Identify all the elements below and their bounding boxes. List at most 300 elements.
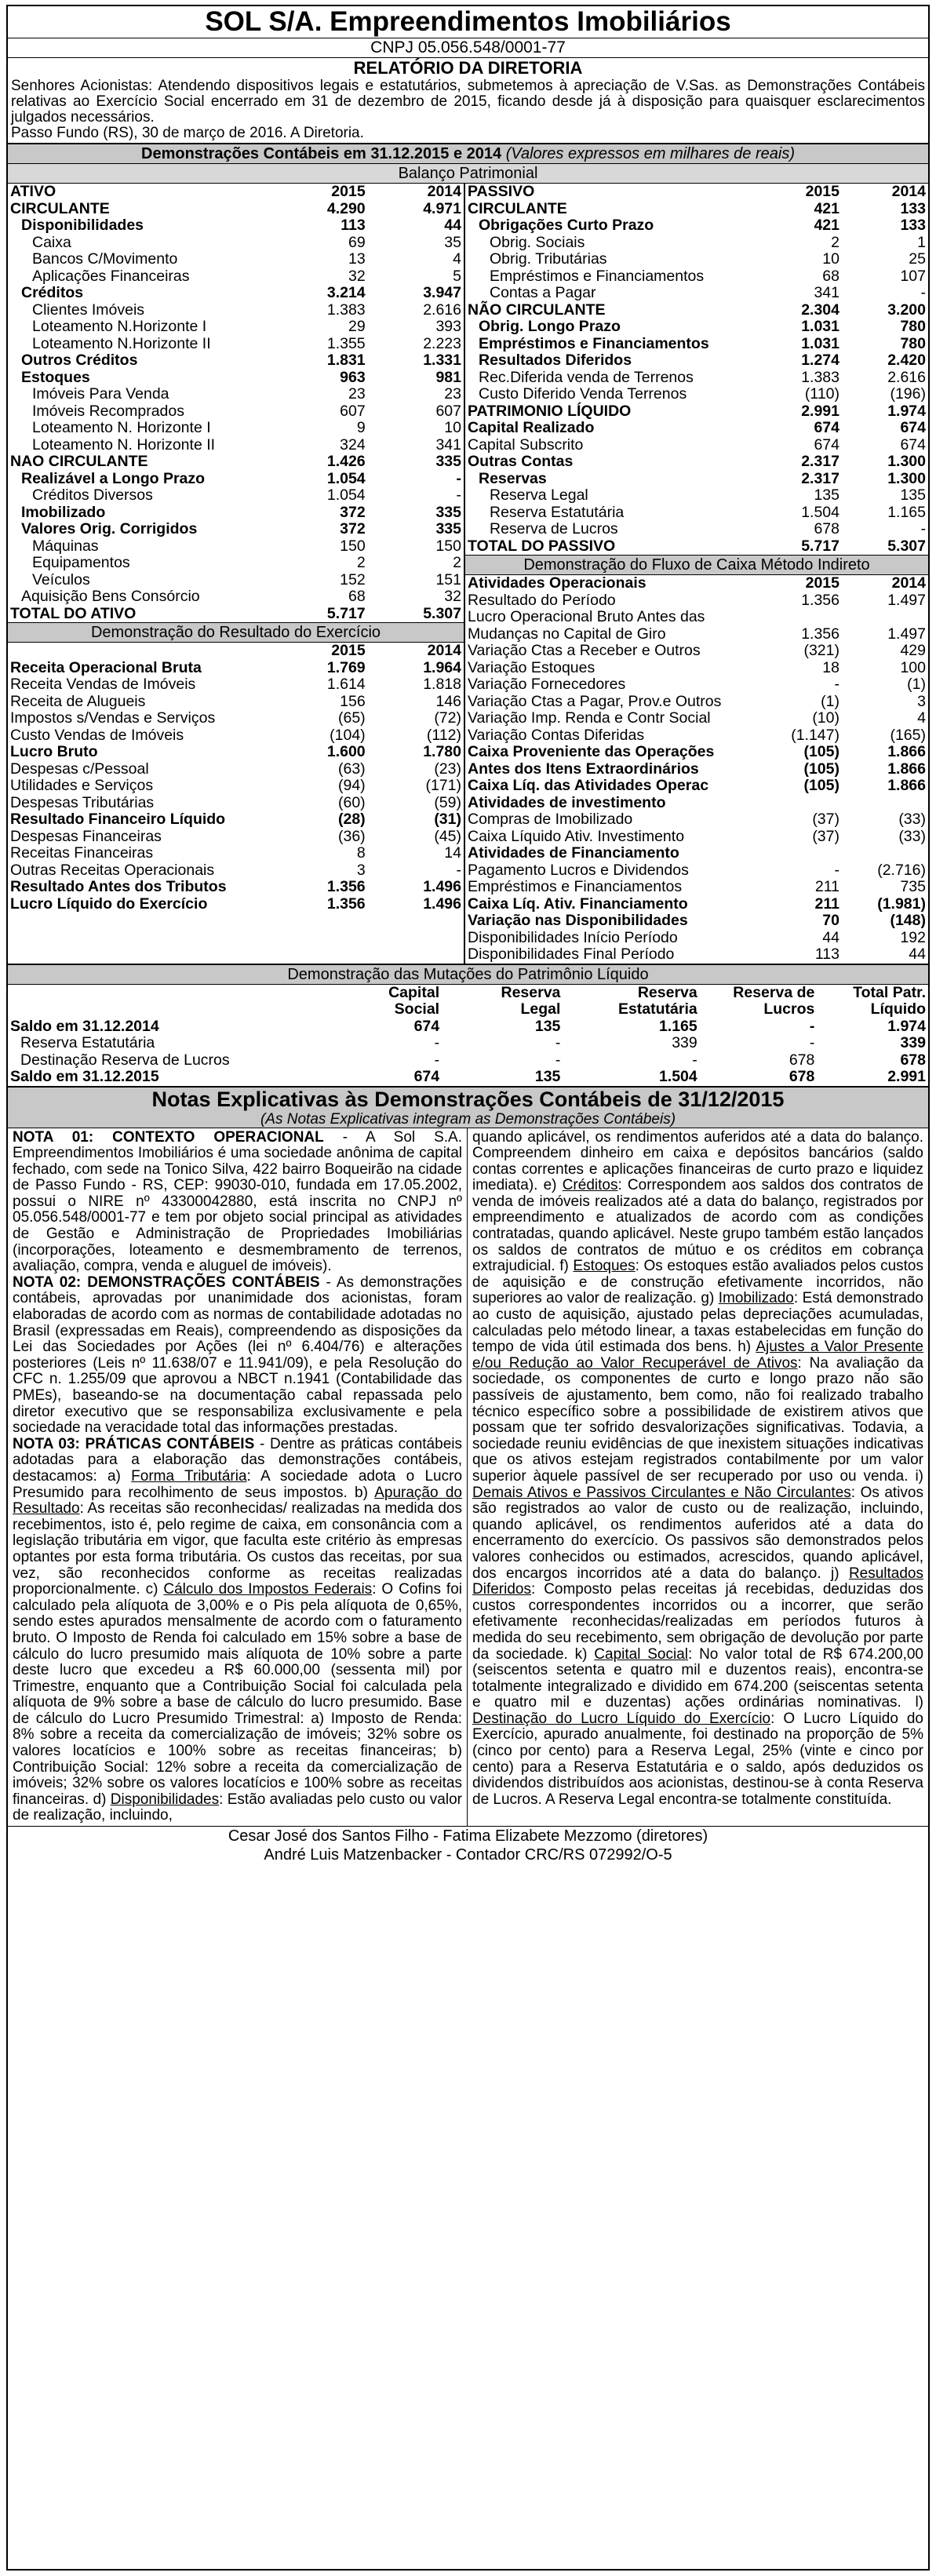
row-value: 2.616 bbox=[423, 301, 461, 319]
row-value: (105) bbox=[803, 777, 839, 794]
passivo-header-cell: 2014 bbox=[891, 183, 926, 200]
row-value bbox=[842, 795, 928, 812]
row-label: CIRCULANTE bbox=[468, 199, 567, 217]
statements-header bbox=[8, 144, 928, 164]
row-label: Reserva Estatutária bbox=[20, 1034, 155, 1051]
row-value: - bbox=[920, 520, 926, 537]
table-row bbox=[465, 386, 928, 403]
row-value: 1.300 bbox=[887, 469, 926, 487]
row-label: Reservas bbox=[479, 469, 547, 487]
row-label: Reserva Estatutária bbox=[490, 503, 625, 521]
table-row bbox=[8, 386, 464, 403]
row-value: 1.769 bbox=[326, 658, 366, 676]
note-g-text: : Está demonstrado ao custo de aquisição, ajustado pelas depreciações acumuladas, calculadas pelo método linear, a taxas estabelecidas em função do tempo de vida útil estimada dos bens. h) bbox=[472, 1290, 923, 1356]
row-value: 1.426 bbox=[326, 453, 366, 470]
statements-note: (Valores expressos em milhares de reais) bbox=[505, 145, 795, 162]
row-label: Realizável a Longo Prazo bbox=[21, 469, 206, 487]
row-label: Imóveis Recomprados bbox=[32, 402, 184, 420]
row-label: Obrig. Longo Prazo bbox=[479, 318, 621, 335]
passivo-table bbox=[465, 184, 928, 555]
row-value: 10 bbox=[822, 250, 839, 268]
row-label: Receita Operacional Bruta bbox=[10, 658, 202, 676]
table-row bbox=[465, 845, 928, 862]
row-label: Equipamentos bbox=[32, 554, 130, 571]
company-name: SOL S/A. Empreendimentos Imobiliários bbox=[8, 6, 928, 38]
row-value: 393 bbox=[435, 318, 461, 335]
table-row bbox=[465, 626, 928, 643]
row-label: Loteamento N.Horizonte I bbox=[32, 318, 207, 335]
row-label: TOTAL DO ATIVO bbox=[10, 604, 137, 622]
note-k-text: : No valor total de R$ 674.200,00 (seiscentos setenta e quatro mil e duzentos reais), encontra-se totalmente integralizado e dividido em 674.200 (seiscentas setenta e quatro mil e duzentas) ações ordinárias nominativas. l) bbox=[472, 1645, 923, 1711]
table-row bbox=[8, 862, 464, 880]
table-row bbox=[465, 913, 928, 930]
ativo-table bbox=[8, 184, 464, 622]
row-value: - bbox=[809, 1017, 815, 1035]
report-place-date: Passo Fundo (RS), 30 de março de 2016. A Diretoria. bbox=[11, 125, 364, 141]
row-value: 1.831 bbox=[326, 352, 366, 369]
dmpl-header-cell bbox=[8, 985, 321, 1002]
row-value: - bbox=[434, 1034, 440, 1051]
table-row bbox=[465, 454, 928, 471]
dmpl-header-cell: Legal bbox=[520, 1000, 561, 1018]
note-f-title: Estoques bbox=[573, 1258, 636, 1275]
row-value: 135 bbox=[900, 486, 926, 504]
passivo-header-cell: PASSIVO bbox=[468, 183, 535, 200]
dmpl-table bbox=[8, 985, 928, 1088]
row-value: 192 bbox=[900, 928, 926, 946]
row-value: 1.497 bbox=[887, 591, 926, 609]
row-label: Veículos bbox=[32, 570, 90, 588]
row-label: Outros Créditos bbox=[21, 352, 138, 369]
row-label: Mudanças no Capital de Giro bbox=[468, 625, 666, 643]
row-value: 1.331 bbox=[423, 352, 461, 369]
row-label: Disponibilidades Final Período bbox=[468, 946, 675, 963]
table-row bbox=[8, 761, 464, 778]
note-02-title: NOTA 02: DEMONSTRAÇÕES CONTÁBEIS bbox=[13, 1273, 320, 1291]
note-01-title: NOTA 01: CONTEXTO OPERACIONAL bbox=[13, 1128, 324, 1146]
row-label: Reserva de Lucros bbox=[490, 520, 618, 537]
dfc-header-row bbox=[465, 575, 928, 592]
row-value: (165) bbox=[890, 726, 926, 744]
row-label: Saldo em 31.12.2014 bbox=[10, 1017, 159, 1035]
balance-header bbox=[8, 164, 928, 184]
dmpl-header-row bbox=[8, 985, 928, 1002]
row-value: 2 bbox=[453, 554, 461, 571]
row-value: 1.504 bbox=[801, 503, 839, 521]
row-label: Variação nas Disponibilidades bbox=[468, 912, 688, 929]
row-value: 70 bbox=[822, 912, 839, 929]
table-row bbox=[8, 268, 464, 286]
report-title: RELATÓRIO DA DIRETORIA bbox=[353, 58, 583, 78]
table-row bbox=[8, 505, 464, 522]
row-value: (1) bbox=[907, 676, 926, 693]
row-value: 1.054 bbox=[326, 486, 366, 504]
row-value: 963 bbox=[340, 368, 366, 386]
note-h-title: Ajustes a Valor Presente e/ou Redução ao Valor Recuperável de Ativos bbox=[472, 1339, 923, 1372]
row-value: 674 bbox=[814, 435, 839, 454]
row-label: Variação Ctas a Pagar, Prov.e Outros bbox=[468, 692, 722, 710]
row-value: 113 bbox=[814, 946, 839, 963]
table-row bbox=[8, 727, 464, 745]
row-value: (94) bbox=[337, 777, 366, 794]
row-label: Variação Contas Diferidas bbox=[468, 726, 645, 744]
table-row bbox=[465, 302, 928, 319]
notes-title: Notas Explicativas às Demonstrações Contábeis de 31/12/2015 bbox=[151, 1087, 785, 1111]
note-03-text: - Dentre as práticas contábeis adotadas para a elaboração das demonstrações contábeis, destacamos: a) bbox=[13, 1435, 462, 1485]
row-value: 1.866 bbox=[887, 760, 926, 778]
table-row bbox=[8, 403, 464, 421]
note-i-title: Demais Ativos e Passivos Circulantes e Não Circulantes bbox=[472, 1484, 851, 1501]
row-value: - bbox=[920, 284, 926, 301]
row-value: (59) bbox=[434, 793, 461, 811]
notes-subtitle: (As Notas Explicativas integram as Demonstrações Contábeis) bbox=[260, 1110, 676, 1128]
row-value: 3.214 bbox=[326, 284, 366, 301]
row-value: (171) bbox=[425, 777, 461, 794]
note-l-title: Destinação do Lucro Líquido do Exercício bbox=[472, 1710, 771, 1727]
note-d-text-start: : Estão avaliadas pelo custo ou valor de realização, incluindo, bbox=[13, 1791, 462, 1824]
row-value: 135 bbox=[534, 1017, 561, 1035]
row-value: 341 bbox=[435, 435, 461, 454]
row-label: Pagamento Lucros e Dividendos bbox=[468, 861, 689, 879]
table-row bbox=[465, 930, 928, 947]
row-value: 1.866 bbox=[887, 743, 926, 760]
row-value: 2.317 bbox=[801, 453, 839, 470]
row-value: 674 bbox=[413, 1068, 440, 1085]
row-label: Caixa Líq. Ativ. Financiamento bbox=[468, 894, 688, 913]
signatures bbox=[8, 1826, 928, 1864]
row-value: 735 bbox=[900, 878, 926, 895]
row-value: 25 bbox=[909, 250, 926, 268]
dre-header-cell bbox=[8, 643, 271, 660]
notes-left bbox=[8, 1128, 468, 1827]
row-label: Lucro Operacional Bruto Antes das bbox=[468, 608, 705, 625]
table-row bbox=[465, 676, 928, 694]
row-value: 1.356 bbox=[326, 894, 366, 913]
row-value: 151 bbox=[435, 570, 461, 588]
row-label: Outras Contas bbox=[468, 453, 574, 470]
table-row bbox=[465, 285, 928, 302]
ativo-header-row bbox=[8, 184, 464, 201]
table-row bbox=[465, 521, 928, 538]
table-row bbox=[465, 879, 928, 896]
row-value: 674 bbox=[814, 419, 839, 436]
table-row bbox=[465, 370, 928, 387]
row-label: Loteamento N. Horizonte II bbox=[32, 435, 216, 454]
row-value: 150 bbox=[435, 537, 461, 555]
row-label: Despesas Tributárias bbox=[10, 793, 155, 811]
row-value: - bbox=[692, 1051, 697, 1069]
table-row bbox=[8, 676, 464, 694]
ativo-header-cell: 2014 bbox=[427, 183, 461, 200]
row-label: Empréstimos e Financiamentos bbox=[490, 267, 705, 285]
note-c-text: : O Cofins foi calculado pela alíquota de 3,00% e o Pis pela alíquota de 0,65%, sendo estes apurados mensalmente de acordo com o faturamento bruto. O Imposto de Renda foi calculado em 15% sobre a base de cálculo do lucro presumido mais alíquota de 10% sobre a parte deste lucro que excedeu a R$ 60.000,00 (sessenta mil) por Trimestre, enquanto que a Contribuição Social foi calculada pela alíquota de 9% sobre a base de cálculo do lucro presumido. Base de cálculo do Lucro Presumido Trimestral: a) Imposto de Renda: 8% sobre a receita da comercialização de imóveis; 32% sobre os valores locatícios e 100% sobre as receitas financeiras; b) Contribuição Social: 12% sobre a receita da comercialização de imóveis; 32% sobre os valores locatícios e 100% sobre as receitas financeiras. d) bbox=[13, 1581, 462, 1808]
note-j-text: : Composto pelas receitas já recebidas, deduzidas dos custos correspondentes incorridos ou a incorrer, que serão efetivamente reconhecidas/realizadas em períodos futuros à medida do seu recebimento, sem obrigação de devolução por parte da sociedade. k) bbox=[472, 1581, 923, 1663]
row-value: (2.716) bbox=[877, 861, 926, 879]
row-value: (1) bbox=[821, 692, 839, 710]
row-label: Valores Orig. Corrigidos bbox=[21, 520, 198, 537]
table-row bbox=[465, 727, 928, 745]
row-label: Capital Realizado bbox=[468, 419, 595, 436]
row-value: 2.304 bbox=[801, 301, 839, 319]
row-value: 4.971 bbox=[423, 199, 461, 217]
statements-title: Demonstrações Contábeis em 31.12.2015 e 2014 bbox=[141, 145, 502, 162]
row-value: 1.356 bbox=[801, 625, 839, 643]
row-value: 32 bbox=[348, 267, 366, 285]
row-value: 341 bbox=[814, 284, 839, 301]
row-value: 23 bbox=[444, 385, 461, 403]
table-row bbox=[8, 795, 464, 812]
row-value: 1.031 bbox=[801, 318, 839, 335]
row-value: 4 bbox=[917, 709, 926, 727]
row-value: 133 bbox=[900, 199, 926, 217]
table-row bbox=[8, 1035, 928, 1052]
table-row bbox=[465, 336, 928, 353]
table-row bbox=[465, 403, 928, 421]
row-label: Resultados Diferidos bbox=[479, 352, 632, 369]
row-value: 5 bbox=[453, 267, 461, 285]
row-value: 421 bbox=[814, 199, 839, 217]
balance-title: Balanço Patrimonial bbox=[398, 165, 538, 182]
row-label: Estoques bbox=[21, 368, 90, 386]
table-row bbox=[8, 487, 464, 505]
note-k-title: Capital Social bbox=[594, 1645, 688, 1663]
row-label: PATRIMONIO LÍQUIDO bbox=[468, 402, 632, 420]
row-value: 2.616 bbox=[887, 368, 926, 386]
row-label: Caixa Proveniente das Operações bbox=[468, 743, 715, 760]
row-label: Caixa bbox=[32, 233, 71, 251]
row-label: Créditos bbox=[21, 284, 84, 301]
row-value: 1.974 bbox=[887, 1017, 926, 1035]
row-label: Impostos s/Vendas e Serviços bbox=[10, 709, 216, 727]
row-value: 981 bbox=[435, 368, 461, 386]
note-01-text: - A Sol S.A. Empreendimentos Imobiliários é uma sociedade anônima de capital fechado, com sede na Tonico Silva, 422 bairro Boqueirão na cidade de Passo Fundo - RS, CEP: 99030-010, fundada em 17.05.2002, possui o NIRE nº 43300042880, está inscrita no CNPJ nº 05.056.548/0001-77 e tem por objeto social principal as atividades de Gestão e Administração de Propriedades Imobiliárias (incorporações, loteamento e desmembramento de terrenos, avaliação, compra, venda e aluguel de imóveis). bbox=[13, 1128, 462, 1275]
table-row bbox=[8, 454, 464, 471]
table-row bbox=[8, 285, 464, 302]
row-value: (105) bbox=[803, 760, 839, 778]
note-h-text: : Na avaliação da sociedade, os componentes de curto e longo prazo não são passíveis de ajustamento, bem como, não foi realizado trabalho técnico específico sobre a possibilidade de existirem ativos que possam que ter sofrido desvalorizações significativas. Todavia, a sociedade reuniu evidências de que inexistem situações indicativas que os ativos estejam registrados contabilmente por um valor superior àquele passível de ser recuperado por uso ou venda. i) bbox=[472, 1354, 923, 1485]
table-row bbox=[8, 606, 464, 623]
table-row bbox=[8, 845, 464, 862]
dmpl-header: Demonstração das Mutações do Patrimônio Líquido bbox=[8, 964, 928, 985]
table-row bbox=[8, 710, 464, 727]
table-row bbox=[465, 896, 928, 913]
row-value: 44 bbox=[909, 946, 926, 963]
row-label: Variação Estoques bbox=[468, 658, 595, 676]
row-label: Obrig. Sociais bbox=[490, 233, 585, 251]
row-value: 1.356 bbox=[326, 878, 366, 895]
table-row bbox=[465, 694, 928, 711]
report-text: Senhores Acionistas: Atendendo dispositivos legais e estatutários, submetemos à apreciação de V.Sas. as Demonstrações Contábeis relativas ao Exercício Social encerrado em 31 de dezembro de 2015, ficando desde já à disposição para quaisquer esclarecimentos julgados necessários. bbox=[11, 78, 925, 126]
table-row bbox=[8, 235, 464, 252]
row-value: 146 bbox=[435, 692, 461, 710]
row-value: 4.290 bbox=[326, 199, 366, 217]
row-label: Receita de Alugueis bbox=[10, 692, 146, 710]
row-value: 29 bbox=[348, 318, 366, 335]
row-value: (60) bbox=[337, 793, 366, 811]
table-row bbox=[8, 538, 464, 556]
row-value: (65) bbox=[337, 709, 366, 727]
row-value: (321) bbox=[803, 642, 839, 659]
row-value bbox=[756, 609, 842, 626]
row-label: Despesas Financeiras bbox=[10, 827, 162, 845]
notes-subheader bbox=[8, 1111, 928, 1128]
row-value: 68 bbox=[822, 267, 839, 285]
table-row bbox=[465, 352, 928, 370]
row-value: 1.504 bbox=[658, 1068, 697, 1085]
dre-header-row bbox=[8, 643, 464, 660]
table-row bbox=[465, 538, 928, 556]
row-value: - bbox=[456, 469, 461, 487]
row-value: (37) bbox=[812, 811, 839, 828]
dfc-header-cell: 2015 bbox=[805, 574, 839, 592]
table-row bbox=[465, 235, 928, 252]
row-label: Atividades de investimento bbox=[468, 793, 666, 811]
row-value: 1.866 bbox=[887, 777, 926, 794]
table-row bbox=[8, 1052, 928, 1069]
table-row bbox=[8, 811, 464, 829]
passivo-header-row bbox=[465, 184, 928, 201]
row-value: 2.223 bbox=[423, 334, 461, 352]
row-value: 5.307 bbox=[423, 604, 461, 622]
dre-header: Demonstração do Resultado do Exercício bbox=[8, 622, 464, 643]
row-label: Antes dos Itens Extraordinários bbox=[468, 760, 699, 778]
table-row bbox=[465, 487, 928, 505]
row-value: 100 bbox=[900, 658, 926, 676]
row-value: 324 bbox=[340, 435, 366, 454]
table-row bbox=[465, 744, 928, 761]
table-row bbox=[465, 643, 928, 660]
table-row bbox=[465, 268, 928, 286]
note-j-title: Resultados Diferidos bbox=[472, 1565, 923, 1598]
row-value: - bbox=[834, 861, 839, 879]
table-row bbox=[465, 505, 928, 522]
table-row bbox=[465, 471, 928, 488]
row-label: NÃO CIRCULANTE bbox=[468, 301, 606, 319]
row-value: (31) bbox=[434, 811, 461, 828]
dfc-header-cell: Atividades Operacionais bbox=[468, 574, 646, 592]
row-value: 678 bbox=[788, 1068, 815, 1085]
row-value: 5.717 bbox=[801, 537, 839, 555]
notes-body bbox=[8, 1128, 928, 1827]
row-value: 2.317 bbox=[801, 469, 839, 487]
row-value: 150 bbox=[340, 537, 366, 555]
row-value: - bbox=[456, 486, 461, 504]
row-label: Máquinas bbox=[32, 537, 99, 555]
dfc-table bbox=[465, 575, 928, 964]
row-value: 335 bbox=[435, 503, 461, 521]
row-value: (45) bbox=[434, 827, 461, 845]
publication bbox=[6, 5, 930, 2571]
row-value: 2 bbox=[831, 233, 839, 251]
table-row bbox=[465, 761, 928, 778]
row-label: Destinação Reserva de Lucros bbox=[20, 1051, 230, 1069]
row-value: (28) bbox=[337, 811, 366, 828]
row-value: 107 bbox=[900, 267, 926, 285]
row-value: 3.200 bbox=[887, 301, 926, 319]
table-row bbox=[8, 370, 464, 387]
row-value: 32 bbox=[444, 588, 461, 605]
note-i-text: : Os ativos são registrados ao valor de custo ou de realização, incluindo, quando aplicável, os rendimentos auferidos até a data do encerramento do exercício. Os passivos são demonstrados pelos valores conhecidos ou estimados, acrescidos, quando aplicável, dos encargos incorridos até a data do balanço. j) bbox=[472, 1484, 923, 1582]
row-value bbox=[842, 609, 928, 626]
row-value: (104) bbox=[330, 726, 366, 744]
dre-table bbox=[8, 643, 464, 913]
row-value: 4 bbox=[453, 250, 461, 268]
table-row bbox=[8, 437, 464, 454]
row-value: 1.054 bbox=[326, 469, 366, 487]
row-value: 156 bbox=[340, 692, 366, 710]
row-value: 23 bbox=[348, 385, 366, 403]
row-value: 5.307 bbox=[887, 537, 926, 555]
company-cnpj: CNPJ 05.056.548/0001-77 bbox=[8, 38, 928, 58]
row-label: Loteamento N.Horizonte II bbox=[32, 334, 211, 352]
row-value: - bbox=[555, 1034, 561, 1051]
row-value: 152 bbox=[340, 570, 366, 588]
row-value: 8 bbox=[356, 844, 366, 862]
row-label: Atividades de Financiamento bbox=[468, 844, 679, 862]
dmpl-header-cell: Lucros bbox=[763, 1000, 815, 1018]
row-value: 1 bbox=[917, 233, 926, 251]
note-b-text: : As receitas são reconhecidas/ realizadas na medida dos recebimentos, isto é, pelo regime de caixa, em consonância com a legislação tributária em vigor, que faculta este critério às empresas optantes por esta forma tributária. Os custos das receitas, por sua vez, são reconhecidos conforme as receitas realizadas proporcionalmente. c) bbox=[13, 1500, 462, 1598]
row-label: Aquisição Bens Consórcio bbox=[21, 588, 200, 605]
row-value: 2.991 bbox=[801, 402, 839, 420]
notes-header bbox=[8, 1088, 928, 1111]
row-label: Disponibilidades bbox=[21, 217, 144, 234]
row-value: 18 bbox=[822, 658, 839, 676]
row-label: NAO CIRCULANTE bbox=[10, 453, 148, 470]
row-label: Imóveis Para Venda bbox=[32, 385, 169, 403]
row-value: 1.031 bbox=[801, 334, 839, 352]
row-value: - bbox=[809, 1034, 815, 1051]
row-value: 3 bbox=[356, 861, 366, 879]
table-row bbox=[8, 420, 464, 437]
row-value: 10 bbox=[444, 419, 461, 436]
row-label: Obrig. Tributárias bbox=[490, 250, 607, 268]
row-value: 1.497 bbox=[887, 625, 926, 643]
note-02-text: - As demonstrações contábeis, aprovadas por unanimidade dos acionistas, foram elaboradas de acordo com as normas de contabilidade adotadas no Brasil (expressadas em Reais), compreendendo as disposições da Lei das Sociedades por Ações (lei nº 6.404/76) e alterações posteriores (Leis nº 11.638/07 e 11.941/09), e pela Resolução do CFC n. 1.255/09 que aprovou a NBCT n.1941 (Contabilidade das PMEs), baseando-se na documentação cabal repassada pelo diretor executivo que se responsabiliza exclusivamente e pela sociedade na veracidade total das informações prestadas. bbox=[13, 1273, 462, 1437]
table-row bbox=[8, 555, 464, 572]
table-row bbox=[465, 710, 928, 727]
row-value bbox=[842, 845, 928, 862]
row-label: Resultado Antes dos Tributos bbox=[10, 878, 227, 895]
row-label: Resultado Financeiro Líquido bbox=[10, 811, 226, 828]
row-value: - bbox=[834, 676, 839, 693]
row-value: 2.991 bbox=[887, 1068, 926, 1085]
dre-header-cell: 2014 bbox=[427, 642, 461, 659]
row-label: Lucro Líquido do Exercício bbox=[10, 894, 208, 913]
row-label: Imobilizado bbox=[21, 503, 106, 521]
table-row bbox=[8, 352, 464, 370]
row-label: Compras de Imobilizado bbox=[468, 811, 633, 828]
row-label: Reserva Legal bbox=[490, 486, 588, 504]
dmpl-header-cell: Reserva bbox=[637, 983, 697, 1001]
table-row bbox=[465, 201, 928, 218]
row-value: (72) bbox=[434, 709, 461, 727]
row-value: (63) bbox=[337, 760, 366, 778]
table-row bbox=[465, 609, 928, 626]
note-a-title: Forma Tributária bbox=[131, 1467, 247, 1485]
row-value: 335 bbox=[435, 520, 461, 537]
ativo-header-cell: ATIVO bbox=[10, 183, 56, 200]
note-e-text: : Correspondem aos saldos dos contratos de venda de imóveis realizados até a data do balanço, registrados por empreendimento e atualizados de acordo com as condições contratadas, quando aplicável. Neste grupo também estão lançados os saldos de contratos de mútuo e os créditos em cobrança extrajudicial. f) bbox=[472, 1177, 924, 1275]
row-value: - bbox=[434, 1051, 440, 1069]
row-value: 133 bbox=[900, 217, 926, 234]
directors: Cesar José dos Santos Filho - Fatima Elizabete Mezzomo (diretores) bbox=[228, 1827, 708, 1845]
row-value: 607 bbox=[340, 402, 366, 420]
row-value: 1.600 bbox=[326, 743, 366, 760]
row-value: (36) bbox=[337, 827, 366, 845]
row-label: Créditos Diversos bbox=[32, 486, 153, 504]
row-value: 44 bbox=[444, 217, 461, 234]
